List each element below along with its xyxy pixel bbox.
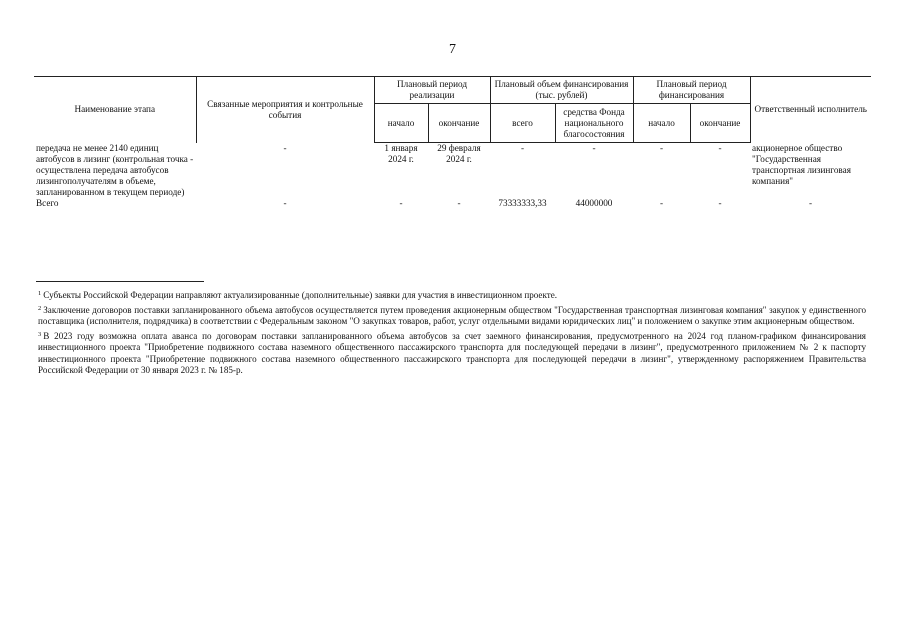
cell-fin-start: - [659, 143, 664, 153]
footnote-2 [38, 303, 866, 328]
total-events: - [283, 197, 287, 208]
table-total-row [34, 198, 871, 209]
total-period-start: - [399, 197, 403, 208]
total-fin-start: - [659, 197, 664, 208]
footnote-1 [38, 288, 866, 302]
footnote-divider [36, 281, 204, 282]
total-responsible: - [808, 197, 813, 208]
cell-funding-total: - [520, 143, 525, 153]
total-label: Всего [36, 197, 59, 208]
cell-funding-fund: - [592, 143, 596, 153]
cell-period-end: 29 февраля 2024 г. [437, 143, 481, 164]
cell-stage: передача не менее 2140 единиц автобусов в лизинг (контрольная точка - осуществлена передача автобусов лизингополучателям в объеме, запланированном в текущем периоде) [36, 142, 194, 197]
page-number: 7 [449, 42, 456, 57]
footnote-mark: 3 [38, 330, 42, 338]
table-header-row [34, 77, 871, 104]
header-funding-fund: средства Фонда национального благосостояния [555, 104, 633, 143]
header-fin-period-group: Плановый период финансирования [633, 77, 750, 104]
table-row [34, 143, 871, 198]
header-funding-group: Плановый объем финансирования (тыс. рублей) [490, 77, 633, 104]
header-funding-total: всего [490, 104, 555, 143]
total-funding-fund: 44000000 [575, 197, 613, 208]
header-period-end: окончание [428, 104, 490, 143]
footnote-text: Субъекты Российской Федерации направляют актуализированные (дополнительные) заявки для участия в инвестиционном проекте. [43, 290, 558, 300]
footnote-mark: 1 [38, 290, 42, 297]
footnote-3 [38, 329, 866, 377]
total-period-end: - [457, 197, 461, 208]
header-stage: Наименование этапа [34, 77, 196, 143]
cell-period-start: 1 января 2024 г. [384, 143, 418, 164]
header-period-group: Плановый период реализации [374, 77, 490, 104]
footnote-mark: 2 [38, 304, 42, 312]
cell-events: - [283, 142, 287, 153]
total-funding-total: 73333333,33 [498, 197, 547, 208]
total-fin-end: - [718, 197, 722, 208]
header-responsible: Ответственный исполнитель [750, 77, 871, 143]
plan-table [34, 76, 871, 209]
footnote-text: Заключение договоров поставки запланированного объема автобусов осуществляется путем проведения акционерным обществом "Государственная транспортная лизинговая компания" закупок у единственного поставщика (исполнителя, подрядчика) в соответствии с Федеральным законом "О закупках товаров, работ, услуг отдельными видами юридических лиц" и положением о закупке этим акционерным обществом. [38, 304, 866, 326]
header-fin-end: окончание [690, 104, 750, 143]
cell-responsible: акционерное общество "Государственная транспортная лизинговая компания" [752, 142, 851, 186]
header-fin-start: начало [633, 104, 690, 143]
header-events: Связанные мероприятия и контрольные события [196, 77, 374, 143]
cell-fin-end: - [718, 143, 722, 153]
footnote-text: В 2023 году возможна оплата аванса по договорам поставки запланированного объема автобусов за счет заемного финансирования, предусмотренного на 2024 год планом-графиком финансирования инвестиционного проекта "Приобретение подвижного состава наземного общественного пассажирского транспорта для последующей передачи в лизинг", предусмотренного приложением № 2 к паспорту инвестиционного проекта "Приобретение подвижного состава наземного общественного пассажирского транспорта для последующей передачи в лизинг", утвержденному распоряжением Правительства Российской Федерации от 30 января 2023 г. № 185-р. [38, 330, 866, 375]
footnotes [38, 288, 866, 378]
header-period-start: начало [374, 104, 428, 143]
